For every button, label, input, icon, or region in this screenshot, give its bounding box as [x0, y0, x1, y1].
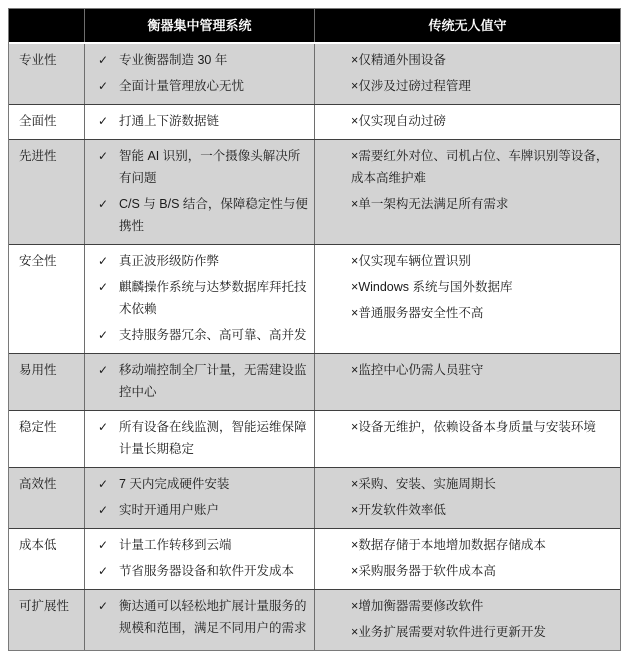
- traditional-item: [351, 595, 610, 617]
- header-system-column: 衡器集中管理系统: [84, 9, 314, 42]
- system-item: [85, 595, 308, 639]
- cross-icon: ×: [351, 53, 359, 67]
- traditional-item-text: 普通服务器安全性不高: [358, 306, 484, 320]
- system-advantages-cell: [84, 468, 314, 528]
- check-icon: ✓: [98, 363, 109, 377]
- row-label: 稳定性: [19, 420, 57, 434]
- system-item-text: 7 天内完成硬件安装: [119, 477, 230, 491]
- check-icon: ✓: [98, 538, 109, 552]
- table-row: [9, 410, 620, 467]
- traditional-item: [351, 416, 610, 438]
- cross-icon: ×: [351, 149, 359, 163]
- system-item: [85, 110, 308, 132]
- system-item: [85, 416, 308, 460]
- system-item: [85, 193, 308, 237]
- system-item: [85, 560, 308, 582]
- system-item-text: 支持服务器冗余、高可靠、高并发: [119, 328, 307, 342]
- comparison-table: [8, 8, 621, 651]
- cross-icon: ×: [351, 599, 359, 613]
- traditional-item: [351, 193, 610, 215]
- system-item-text: 智能 AI 识别，一个摄像头解决所有问题: [119, 149, 301, 185]
- check-icon: ✓: [98, 564, 109, 578]
- row-label: 成本低: [19, 538, 57, 552]
- traditional-item: [351, 534, 610, 556]
- traditional-item-text: 仅精通外围设备: [358, 53, 446, 67]
- cross-icon: ×: [351, 477, 359, 491]
- traditional-drawbacks-cell: [314, 468, 620, 528]
- cross-icon: ×: [351, 254, 359, 268]
- system-item-text: 全面计量管理放心无忧: [119, 79, 245, 93]
- system-item: [85, 359, 308, 403]
- table-body: [9, 44, 620, 650]
- system-item: [85, 49, 308, 71]
- table-row: [9, 139, 620, 244]
- cross-icon: ×: [351, 197, 359, 211]
- check-icon: ✓: [98, 280, 109, 294]
- traditional-drawbacks-cell: [314, 140, 620, 244]
- system-advantages-cell: [84, 529, 314, 589]
- system-item-text: 移动端控制全厂计量，无需建设监控中心: [119, 363, 307, 399]
- check-icon: ✓: [98, 197, 109, 211]
- system-item-text: 真正波形级防作弊: [119, 254, 220, 268]
- table-row: [9, 244, 620, 353]
- system-item: [85, 75, 308, 97]
- row-label: 先进性: [19, 149, 57, 163]
- traditional-item: [351, 110, 610, 132]
- traditional-item: [351, 359, 610, 381]
- system-item-text: 计量工作转移到云端: [119, 538, 232, 552]
- system-item: [85, 534, 308, 556]
- traditional-item: [351, 250, 610, 272]
- traditional-item-text: Windows 系统与国外数据库: [358, 280, 513, 294]
- traditional-item-text: 需要红外对位、司机占位、车牌识别等设备，成本高维护难: [351, 149, 609, 185]
- traditional-drawbacks-cell: [314, 44, 620, 104]
- table-row: [9, 44, 620, 104]
- traditional-item: [351, 473, 610, 495]
- cross-icon: ×: [351, 79, 359, 93]
- traditional-item: [351, 49, 610, 71]
- system-item: [85, 324, 308, 346]
- system-item: [85, 250, 308, 272]
- traditional-item: [351, 302, 610, 324]
- system-advantages-cell: [84, 245, 314, 353]
- table-row: [9, 528, 620, 589]
- cross-icon: ×: [351, 306, 359, 320]
- traditional-drawbacks-cell: [314, 354, 620, 410]
- traditional-drawbacks-cell: [314, 105, 620, 139]
- cross-icon: ×: [351, 420, 359, 434]
- system-item: [85, 145, 308, 189]
- cross-icon: ×: [351, 114, 359, 128]
- traditional-drawbacks-cell: [314, 411, 620, 467]
- row-label: 安全性: [19, 254, 57, 268]
- table-row: [9, 467, 620, 528]
- table-row: [9, 589, 620, 650]
- check-icon: ✓: [98, 79, 109, 93]
- cross-icon: ×: [351, 538, 359, 552]
- cross-icon: ×: [351, 280, 359, 294]
- traditional-item-text: 采购、安装、实施周期长: [358, 477, 496, 491]
- row-label: 全面性: [19, 114, 57, 128]
- traditional-item-text: 开发软件效率低: [358, 503, 446, 517]
- system-advantages-cell: [84, 44, 314, 104]
- check-icon: ✓: [98, 53, 109, 67]
- system-advantages-cell: [84, 590, 314, 650]
- system-item: [85, 473, 308, 495]
- traditional-item-text: 增加衡器需要修改软件: [358, 599, 484, 613]
- traditional-item-text: 采购服务器于软件成本高: [358, 564, 496, 578]
- system-advantages-cell: [84, 105, 314, 139]
- traditional-item-text: 业务扩展需要对软件进行更新开发: [358, 625, 546, 639]
- check-icon: ✓: [98, 503, 109, 517]
- table-row: [9, 104, 620, 139]
- row-label: 高效性: [19, 477, 57, 491]
- system-item-text: C/S 与 B/S 结合，保障稳定性与便携性: [119, 197, 308, 233]
- traditional-item-text: 仅涉及过磅过程管理: [358, 79, 471, 93]
- table-row: [9, 353, 620, 410]
- cross-icon: ×: [351, 625, 359, 639]
- system-advantages-cell: [84, 140, 314, 244]
- row-label: 可扩展性: [19, 599, 70, 613]
- cross-icon: ×: [351, 363, 359, 377]
- check-icon: ✓: [98, 420, 109, 434]
- header-traditional-column: 传统无人值守: [314, 9, 620, 42]
- system-advantages-cell: [84, 411, 314, 467]
- check-icon: ✓: [98, 149, 109, 163]
- check-icon: ✓: [98, 477, 109, 491]
- traditional-item: [351, 276, 610, 298]
- row-label: 专业性: [19, 53, 57, 67]
- check-icon: ✓: [98, 254, 109, 268]
- traditional-drawbacks-cell: [314, 245, 620, 353]
- traditional-item: [351, 621, 610, 643]
- traditional-item: [351, 499, 610, 521]
- traditional-item: [351, 75, 610, 97]
- traditional-item-text: 单一架构无法满足所有需求: [358, 197, 509, 211]
- traditional-item-text: 数据存储于本地增加数据存储成本: [358, 538, 546, 552]
- system-item-text: 打通上下游数据链: [119, 114, 220, 128]
- row-label: 易用性: [19, 363, 57, 377]
- traditional-item-text: 仅实现自动过磅: [358, 114, 446, 128]
- table-header-row: [9, 9, 620, 44]
- check-icon: ✓: [98, 328, 109, 342]
- traditional-item: [351, 560, 610, 582]
- traditional-drawbacks-cell: [314, 529, 620, 589]
- header-empty-cell: [9, 9, 84, 42]
- system-item-text: 所有设备在线监测，智能运维保障计量长期稳定: [119, 420, 307, 456]
- check-icon: ✓: [98, 599, 109, 613]
- traditional-item-text: 设备无维护，依赖设备本身质量与安装环境: [358, 420, 596, 434]
- cross-icon: ×: [351, 503, 359, 517]
- system-item-text: 节省服务器设备和软件开发成本: [119, 564, 295, 578]
- system-item-text: 麒麟操作系统与达梦数据库拜托技术依赖: [119, 280, 307, 316]
- traditional-drawbacks-cell: [314, 590, 620, 650]
- system-item-text: 衡达通可以轻松地扩展计量服务的规模和范围，满足不同用户的需求: [119, 599, 307, 635]
- system-item: [85, 499, 308, 521]
- system-item-text: 实时开通用户账户: [119, 503, 220, 517]
- system-item-text: 专业衡器制造 30 年: [119, 53, 228, 67]
- cross-icon: ×: [351, 564, 359, 578]
- system-item: [85, 276, 308, 320]
- traditional-item-text: 仅实现车辆位置识别: [358, 254, 471, 268]
- traditional-item: [351, 145, 610, 189]
- system-advantages-cell: [84, 354, 314, 410]
- check-icon: ✓: [98, 114, 109, 128]
- traditional-item-text: 监控中心仍需人员驻守: [358, 363, 484, 377]
